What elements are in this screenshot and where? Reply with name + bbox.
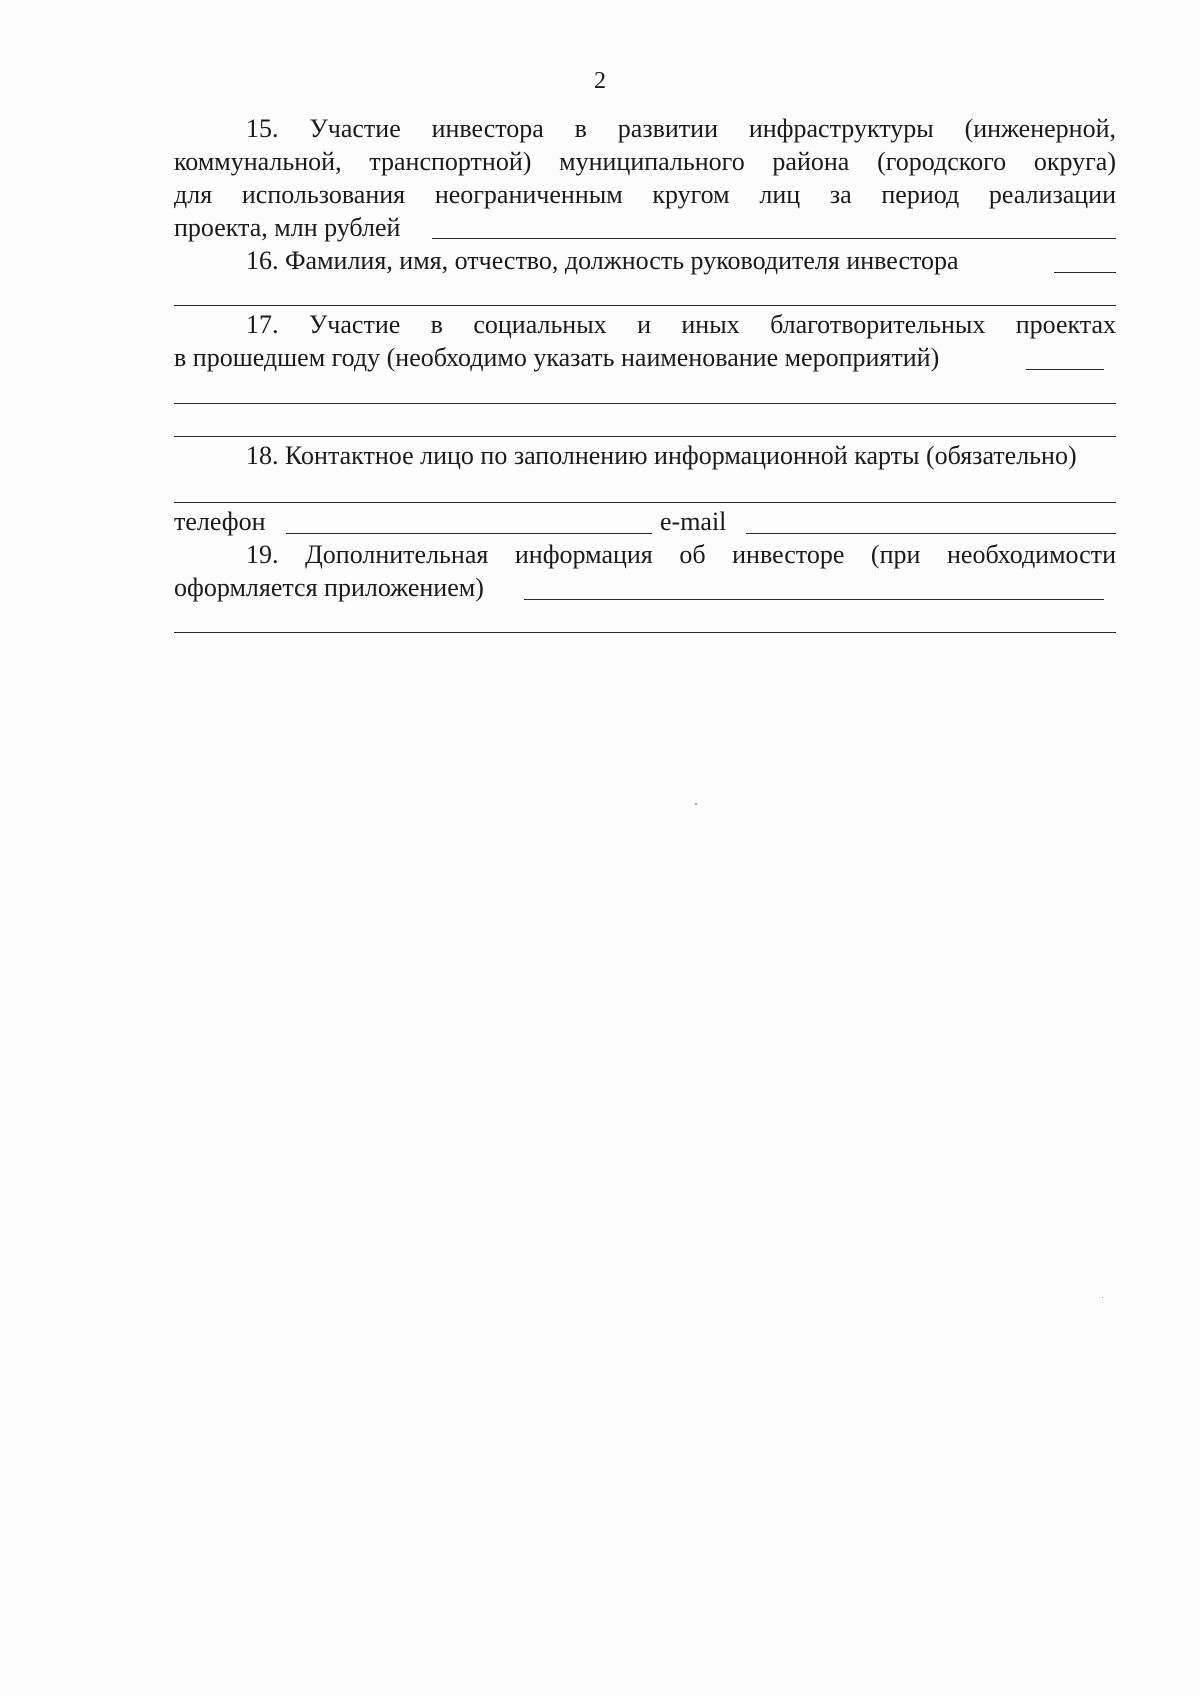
item-19-line-2: оформляется приложением) — [174, 573, 484, 602]
item-15-line-3: для использования неограниченным кругом лиц за период реализации — [174, 180, 1116, 209]
item-15-line-4: проекта, млн рублей — [174, 213, 401, 242]
item-15-line-2: коммунальной, транспортной) муниципального района (городского округа) — [174, 147, 1116, 176]
item-17-fill-line-short[interactable] — [1026, 369, 1104, 370]
item-19-fill-line[interactable] — [174, 632, 1116, 633]
phone-fill-line[interactable] — [286, 533, 652, 534]
item-17-line-1: 17. Участие в социальных и иных благотворительных проектах — [246, 310, 1116, 339]
item-15-fill-line[interactable] — [432, 238, 1116, 239]
item-19-line-1: 19. Дополнительная информация об инвесторе (при необходимости — [246, 540, 1116, 569]
item-17-fill-line-2[interactable] — [174, 436, 1116, 437]
phone-label: телефон — [174, 507, 266, 536]
item-18-line-1: 18. Контактное лицо по заполнению информационной карты (обязательно) — [246, 441, 1077, 470]
scan-speck — [1102, 1297, 1103, 1298]
item-16-line-1: 16. Фамилия, имя, отчество, должность руководителя инвестора — [246, 246, 959, 275]
email-fill-line[interactable] — [746, 533, 1116, 534]
item-17-line-2: в прошедшем году (необходимо указать наименование мероприятий) — [174, 343, 940, 372]
item-16-fill-line-short[interactable] — [1054, 272, 1116, 273]
scan-speck — [695, 803, 697, 805]
item-19-fill-line-short[interactable] — [524, 599, 1104, 600]
page-number: 2 — [594, 68, 606, 94]
item-18-contact-fill-line[interactable] — [174, 502, 1116, 503]
item-17-fill-line-1[interactable] — [174, 403, 1116, 404]
email-label: e-mail — [660, 507, 727, 536]
item-15-line-1: 15. Участие инвестора в развитии инфраструктуры (инженерной, — [246, 114, 1116, 143]
item-16-fill-line[interactable] — [174, 305, 1116, 306]
